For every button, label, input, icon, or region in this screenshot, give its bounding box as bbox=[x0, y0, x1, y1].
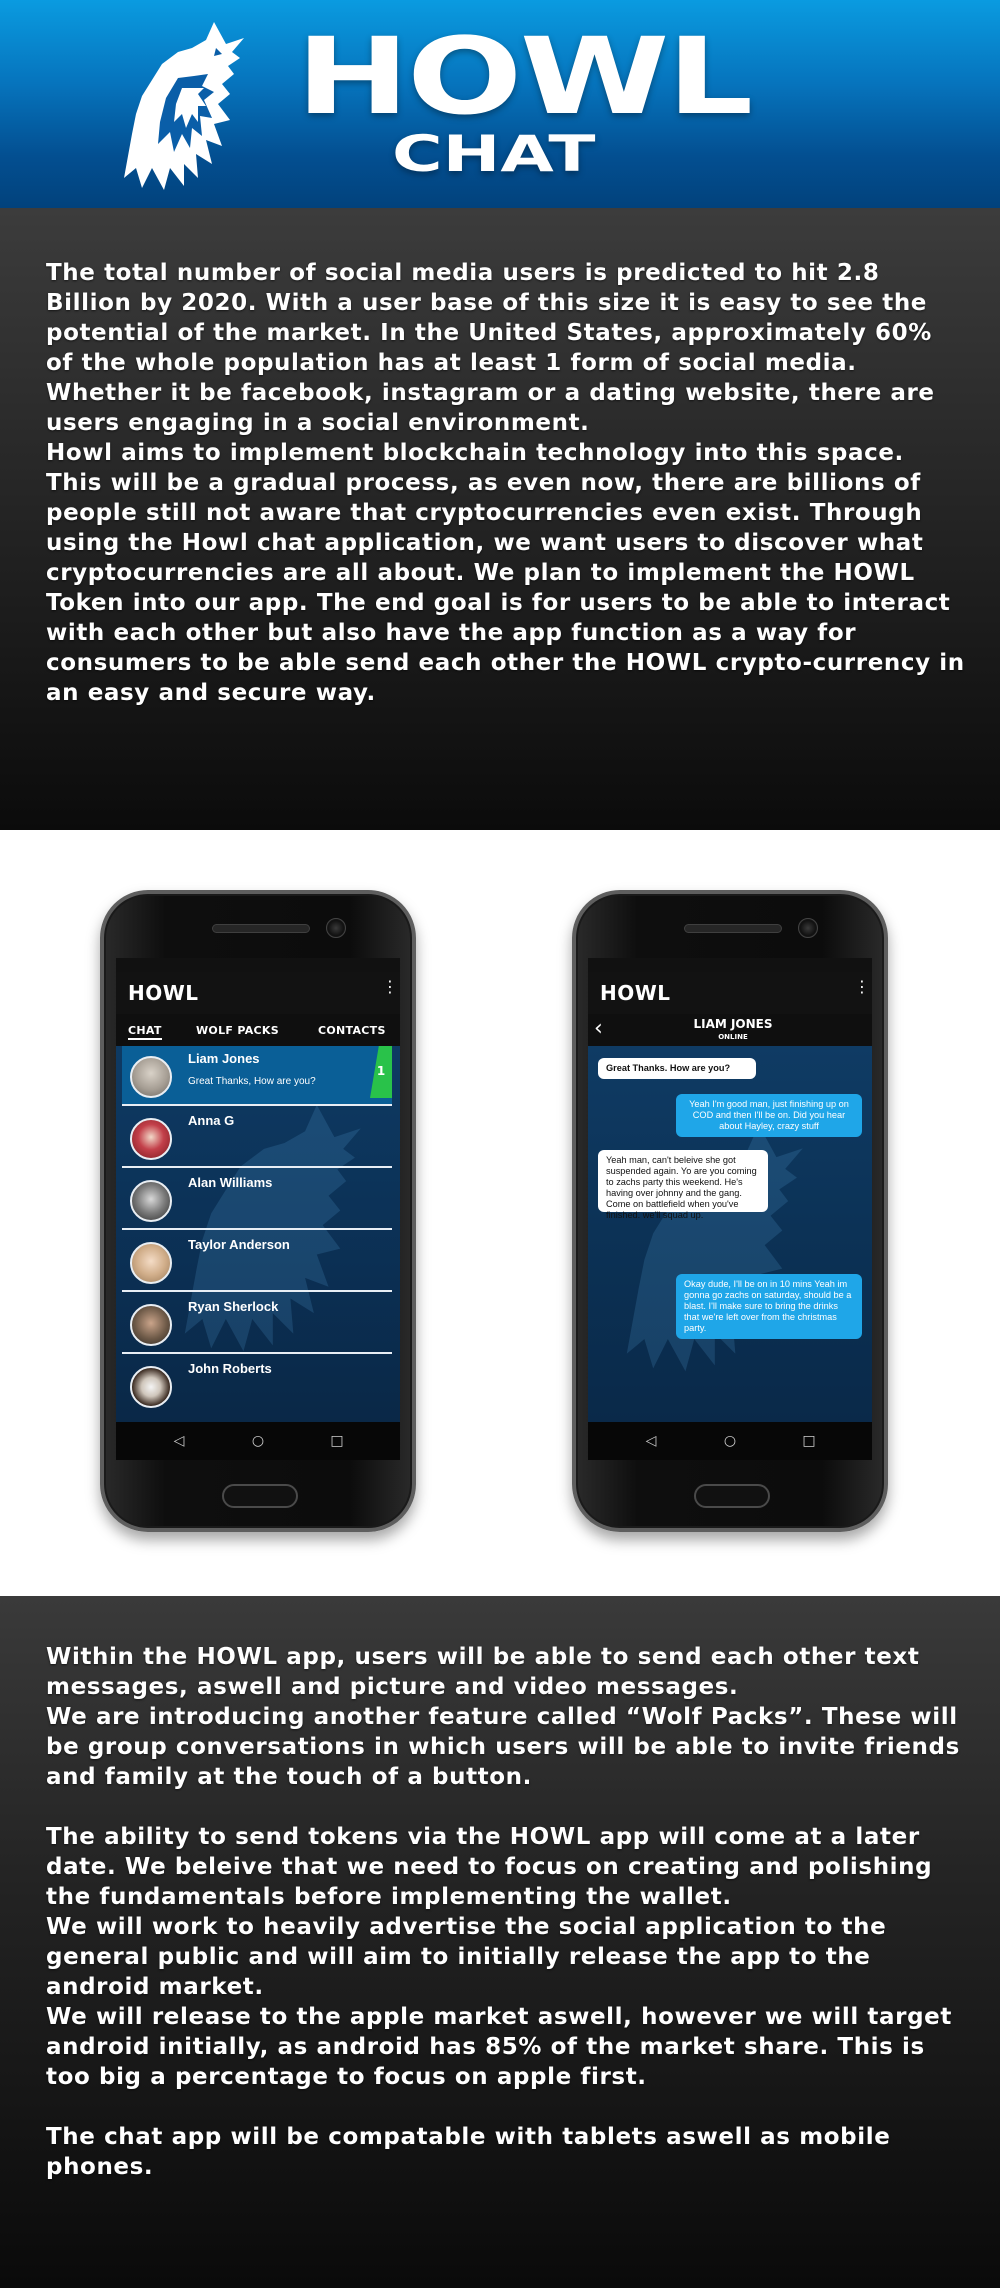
chat-list-item[interactable] bbox=[122, 1356, 392, 1416]
phone-home-button bbox=[694, 1484, 770, 1508]
online-status: ONLINE bbox=[718, 1033, 748, 1041]
phone-camera bbox=[798, 918, 818, 938]
app-title: HOWL bbox=[128, 981, 199, 1005]
paragraph-spacer bbox=[46, 2092, 966, 2122]
home-circle-icon[interactable]: ○ bbox=[723, 1433, 737, 1449]
contact-name: Alan Williams bbox=[188, 1175, 273, 1190]
unread-count: 1 bbox=[376, 1064, 386, 1078]
contact-name: Taylor Anderson bbox=[188, 1237, 290, 1252]
message-bubble-incoming: Great Thanks. How are you? bbox=[598, 1058, 756, 1079]
system-nav-bar bbox=[116, 1422, 400, 1460]
chat-list-item[interactable] bbox=[122, 1046, 392, 1106]
status-bar bbox=[588, 958, 872, 972]
phone-mockup-conversation bbox=[572, 890, 888, 1532]
phone-speaker bbox=[212, 924, 310, 933]
tab-wolf-packs[interactable]: WOLF PACKS bbox=[196, 1024, 279, 1037]
contact-name: Anna G bbox=[188, 1113, 235, 1128]
tab-bar bbox=[116, 1014, 400, 1046]
details-paragraph: The ability to send tokens via the HOWL app will come at a later date. We beleive that we need to focus on creating and polishing the fundamentals before implementing the wallet. bbox=[46, 1824, 933, 1910]
home-circle-icon[interactable]: ○ bbox=[251, 1433, 265, 1449]
message-bubble-outgoing: Okay dude, I'll be on in 10 mins Yeah im gonna go zachs on saturday, should be a blast. I'll make sure to bring the drinks that we're left over from the christmas party. bbox=[676, 1274, 862, 1339]
message-bubble-outgoing: Yeah I'm good man, just finishing up on COD and then I'll be on. Did you hear about Hayley, crazy stuff bbox=[676, 1094, 862, 1137]
kebab-menu-icon[interactable]: ⋮ bbox=[382, 977, 398, 996]
recents-square-icon[interactable]: □ bbox=[802, 1433, 816, 1449]
app-bar bbox=[588, 972, 872, 1014]
chat-list-item[interactable] bbox=[122, 1170, 392, 1230]
brand-subtitle: CHAT bbox=[392, 125, 596, 183]
details-panel bbox=[0, 1596, 1000, 2288]
status-bar bbox=[116, 958, 400, 972]
message-preview: Great Thanks, How are you? bbox=[188, 1076, 316, 1087]
intro-paragraph: Howl aims to implement blockchain technology into this space. This will be a gradual process, as even now, there are billions of people still not aware that cryptocurrencies even exist. Through using the Howl chat application, we want users to discover what cryptocurrencies are all about. We plan to implement the HOWL Token into our app. The end goal is for users to be able to interact with each other but also have the app function as a way for consumers to be able send each other the HOWL crypto-currency in an easy and secure way. bbox=[46, 440, 965, 706]
kebab-menu-icon[interactable]: ⋮ bbox=[854, 977, 870, 996]
intro-paragraph: The total number of social media users is predicted to hit 2.8 Billion by 2020. With a user base of this size it is easy to see the potential of the market. In the United States, approximately 60% of the whole population has at least 1 form of social media. Whether it be facebook, instagram or a dating website, there are users engaging in a social environment. bbox=[46, 260, 935, 436]
tab-contacts[interactable]: CONTACTS bbox=[318, 1024, 386, 1037]
phone-screen bbox=[116, 958, 400, 1460]
header-banner bbox=[0, 0, 1000, 208]
message-thread bbox=[588, 1046, 872, 1422]
avatar bbox=[130, 1180, 172, 1222]
app-title: HOWL bbox=[600, 981, 671, 1005]
back-triangle-icon[interactable]: ◁ bbox=[173, 1433, 185, 1449]
phone-showcase bbox=[0, 830, 1000, 1596]
conversation-contact-name: LIAM JONES bbox=[693, 1017, 773, 1031]
details-text bbox=[46, 1642, 966, 2182]
intro-panel bbox=[0, 208, 1000, 830]
details-paragraph: We will work to heavily advertise the social application to the general public and will aim to initially release the app to the android market. bbox=[46, 1914, 887, 2000]
phone-home-button bbox=[222, 1484, 298, 1508]
details-paragraph: The chat app will be compatable with tablets aswell as mobile phones. bbox=[46, 2124, 891, 2180]
chat-list-item[interactable] bbox=[122, 1294, 392, 1354]
chat-list bbox=[116, 1046, 400, 1422]
avatar bbox=[130, 1242, 172, 1284]
back-arrow-icon[interactable]: ‹ bbox=[594, 1016, 603, 1041]
details-paragraph: Within the HOWL app, users will be able to send each other text messages, aswell and picture and video messages. bbox=[46, 1644, 920, 1700]
phone-mockup-chat-list bbox=[100, 890, 416, 1532]
phone-speaker bbox=[684, 924, 782, 933]
avatar bbox=[130, 1056, 172, 1098]
phone-camera bbox=[326, 918, 346, 938]
conversation-header bbox=[588, 1014, 872, 1046]
app-bar bbox=[116, 972, 400, 1014]
avatar bbox=[130, 1366, 172, 1408]
contact-name: John Roberts bbox=[188, 1361, 272, 1376]
recents-square-icon[interactable]: □ bbox=[330, 1433, 344, 1449]
details-paragraph: We are introducing another feature called “Wolf Packs”. These will be group conversations in which users will be able to invite friends and family at the touch of a button. bbox=[46, 1704, 960, 1790]
brand-title: HOWL bbox=[296, 15, 751, 138]
message-bubble-incoming: Yeah man, can't beleive she got suspended again. Yo are you coming to zachs party this weekend. He's having over johnny and the gang. Come on battlefield when you've finished. we'll squad up. bbox=[598, 1150, 768, 1212]
avatar bbox=[130, 1304, 172, 1346]
contact-name: Ryan Sherlock bbox=[188, 1299, 279, 1314]
chat-list-item[interactable] bbox=[122, 1108, 392, 1168]
phone-screen bbox=[588, 958, 872, 1460]
chat-list-item[interactable] bbox=[122, 1232, 392, 1292]
tab-chat[interactable]: CHAT bbox=[128, 1022, 162, 1040]
howling-wolf-logo-icon bbox=[118, 18, 268, 198]
details-paragraph: We will release to the apple market aswell, however we will target android initially, as android has 85% of the market share. This is too big a percentage to focus on apple first. bbox=[46, 2004, 952, 2090]
contact-name: Liam Jones bbox=[188, 1051, 260, 1066]
paragraph-spacer bbox=[46, 1792, 966, 1822]
back-triangle-icon[interactable]: ◁ bbox=[645, 1433, 657, 1449]
system-nav-bar bbox=[588, 1422, 872, 1460]
intro-text bbox=[46, 258, 966, 708]
avatar bbox=[130, 1118, 172, 1160]
